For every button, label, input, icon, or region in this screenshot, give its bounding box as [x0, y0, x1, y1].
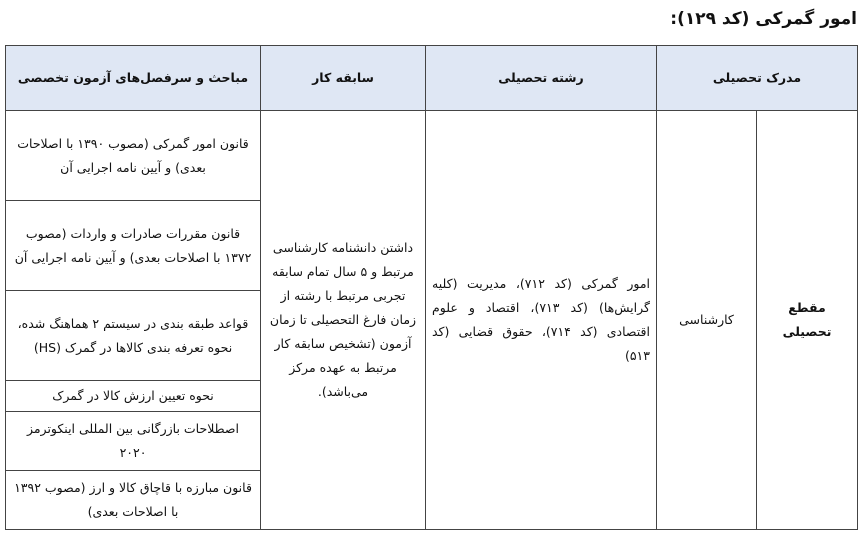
header-degree: مدرک تحصیلی	[657, 46, 858, 111]
degree-cell: کارشناسی	[657, 111, 757, 530]
topic-item: قواعد طبقه بندی در سیستم ۲ هماهنگ شده، نحوه تعرفه بندی کالاها در گمرک (HS)	[6, 291, 261, 381]
topic-item: قانون مبارزه با قاچاق کالا و ارز (مصوب ۱۳۹۲ با اصلاحات بعدی)	[6, 471, 261, 530]
header-field: رشته تحصیلی	[426, 46, 657, 111]
row-label-degree-level: مقطع تحصیلی	[757, 111, 858, 530]
topic-item: اصطلاحات بازرگانی بین المللی اینکوترمز ۲۰۲۰	[6, 412, 261, 471]
topic-item: قانون مقررات صادرات و واردات (مصوب ۱۳۷۲ با اصلاحات بعدی) و آیین نامه اجرایی آن	[6, 201, 261, 291]
requirements-table	[5, 45, 858, 530]
topic-item: قانون امور گمرکی (مصوب ۱۳۹۰ با اصلاحات بعدی) و آیین نامه اجرایی آن	[6, 111, 261, 201]
table-header-row	[6, 46, 858, 111]
topic-item: نحوه تعیین ارزش کالا در گمرک	[6, 381, 261, 412]
work-experience-cell: داشتن دانشنامه کارشناسی مرتبط و ۵ سال تمام سابقه تجربی مرتبط با رشته از زمان فارغ التحصیلی تا زمان آزمون (تشخیص سابقه کار مرتبط به عهده مرکز می‌باشد).	[261, 111, 426, 530]
header-experience: سابقه کار	[261, 46, 426, 111]
field-of-study-cell: امور گمرکی (کد ۷۱۲)، مدیریت (کلیه گرایش‌ها) (کد ۷۱۳)، اقتصاد و علوم اقتصادی (کد ۷۱۴)، حقوق قضایی (کد ۵۱۳)	[426, 111, 657, 530]
page-title: امور گمرکی (کد ۱۲۹):	[670, 9, 857, 29]
table-row	[6, 111, 858, 201]
header-topics: مباحث و سرفصل‌های آزمون تخصصی	[6, 46, 261, 111]
